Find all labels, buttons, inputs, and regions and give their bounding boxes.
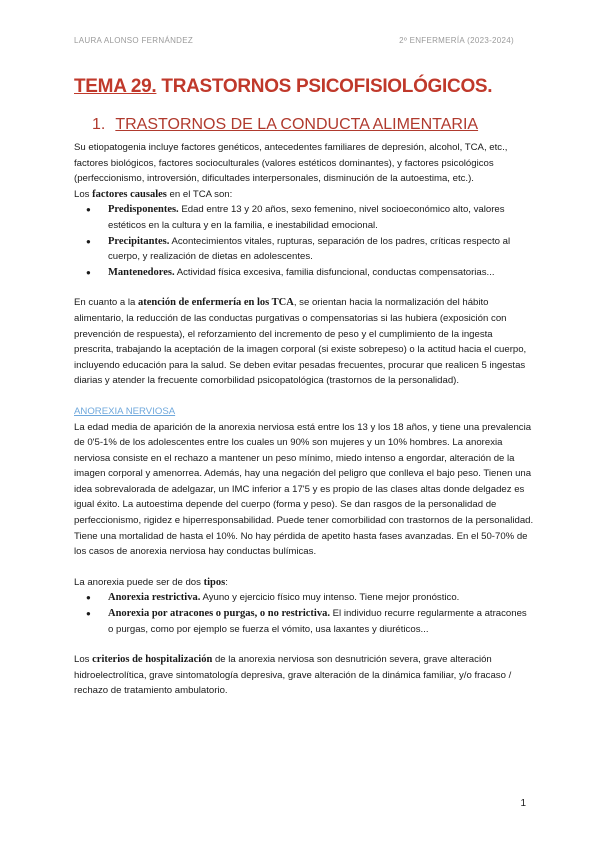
intro-paragraph: Su etiopatogenia incluye factores genéticos, antecedentes familiares de depresión, alcohol, TCA, etc., factores biológicos, factores socioculturales (valores estéticos dominantes), y factores psicológicos (perfeccionismo, introversión, dificultades interpersonales, disminución de la autoestima, etc.). (74, 142, 508, 185)
causal-factors-intro: Los factores causales en el TCA son: (74, 188, 233, 200)
list-item: ● Mantenedores. Actividad física excesiva, familia disfuncional, conductas compensatorias... (108, 265, 534, 281)
list-item: ● Precipitantes. Acontecimientos vitales, rupturas, separación de los padres, críticas respecto al cuerpo, y realización de dietas en adolescentes. (108, 234, 534, 265)
document-body (74, 140, 534, 699)
anorexia-description: La edad media de aparición de la anorexia nerviosa está entre los 13 y los 18 años, y tiene una prevalencia de 0'5-1% de los adolescentes entre los cuales un 90% son mujeres y un 10% hombres. La anorexia nerviosa consiste en el rechazo a mantener un peso mínimo, miedo intenso a engordar, alteración de la imagen corporal y amenorrea. Además, hay una negación del peligro que conlleva el bajo peso. Tienen una idea sobrevalorada de adelgazar, un IMC inferior a 17'5 y es propio de las clases altas donde delgadez es igual éxito. La autoestima depende del cuerpo (forma y peso). Se dan rasgos de la personalidad de perfeccionismo, rigidez e hiperresponsabilidad. Puede tener comorbilidad con trastornos de la personalidad. Tiene una mortalidad de hasta el 10%. No hay pérdida de apetito hasta fases avanzadas. En el 50-70% de los casos de anorexia nerviosa hay conductas bulímicas. (74, 421, 534, 558)
title-number: TEMA 29. (74, 76, 157, 97)
nursing-care-paragraph: En cuanto a la atención de enfermería en los TCA, se orientan hacia la normalización del hábito alimentario, la reducción de las conductas purgativas o compensatorias si las hubiera (exposición con prevención de respuesta), el reforzamiento del incremento de peso y el cumplimiento de la ingesta prescrita, trabajando la aceptación de la imagen corporal (si existe sobrepeso) o la actitud hacia el cuerpo, incluyendo educación para la salud. Se deben evitar pesadas frecuentes, procurar que realicen 5 ingestas diarias y atender la frecuente comorbilidad psicopatológica (trastornos de la personalidad). (74, 297, 527, 387)
list-item: ● Predisponentes. Edad entre 13 y 20 años, sexo femenino, nivel socioeconómico alto, valores estéticos en la cultura y en la familia, e inestabilidad emocional. (108, 202, 534, 233)
list-item: ● Anorexia restrictiva. Ayuno y ejercicio físico muy intenso. Tiene mejor pronóstico. (108, 590, 534, 606)
header-course: 2º ENFERMERÍA (2023-2024) (399, 36, 514, 45)
header-author: LAURA ALONSO FERNÁNDEZ (74, 36, 194, 45)
section-number: 1. (92, 116, 106, 133)
list-item: ● Anorexia por atracones o purgas, o no restrictiva. El individuo recurre regularmente a atracones o purgas, como por ejemplo se fuerza el vómito, usa laxantes y diuréticos... (108, 606, 534, 637)
anorexia-types-intro: La anorexia puede ser de dos tipos: (74, 576, 228, 588)
section-heading (92, 116, 478, 134)
section-title: TRASTORNOS DE LA CONDUCTA ALIMENTARIA (115, 116, 479, 133)
page-number: 1 (520, 798, 526, 809)
title-text: TRASTORNOS PSICOFISIOLÓGICOS. (156, 76, 493, 97)
hospitalization-criteria: Los criterios de hospitalización de la anorexia nerviosa son desnutrición severa, grave alteración hidroelectrolítica, grave sintomatología depresiva, grave alteración de la dinámica familiar, y/o fracaso / rechazo de tratamiento ambulatorio. (74, 654, 512, 697)
causal-factors-list (74, 202, 534, 280)
anorexia-types-list (74, 590, 534, 637)
page-title (74, 76, 492, 98)
anorexia-heading: ANOREXIA NERVIOSA (74, 405, 176, 417)
